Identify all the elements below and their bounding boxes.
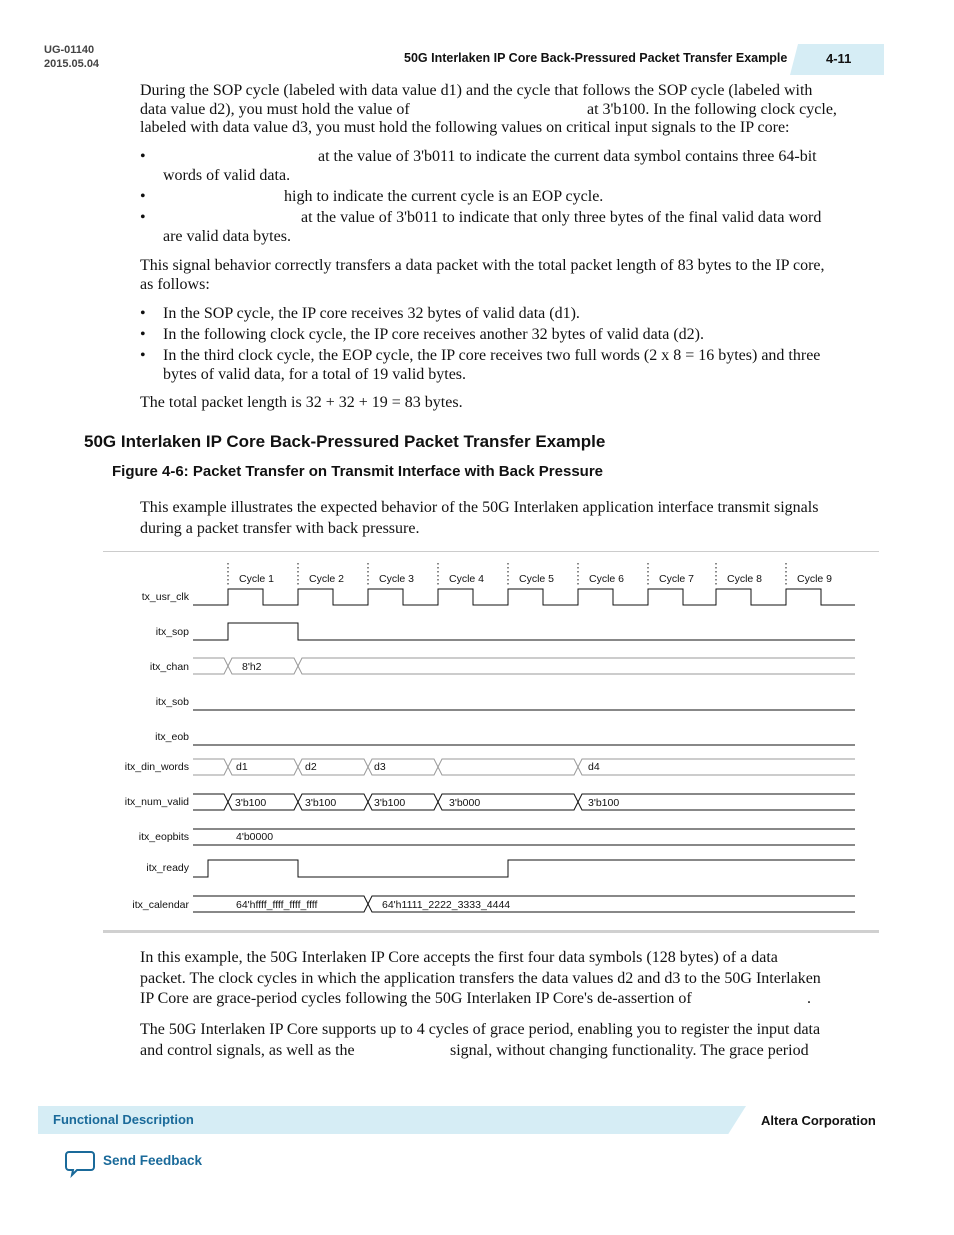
bullet-text: high to indicate the current cycle is an EOP cycle. [284, 188, 604, 205]
bullet: • [140, 305, 146, 322]
num-valid-value: 3'b100 [374, 797, 406, 809]
cycle-label: Cycle 8 [727, 573, 763, 585]
din-words-value: d4 [588, 761, 600, 773]
bullet-text: In the SOP cycle, the IP core receives 32 bytes of valid data (d1). [163, 305, 580, 322]
cycle-label: Cycle 1 [239, 573, 275, 585]
body-text: The total packet length is 32 + 32 + 19 = 83 bytes. [140, 394, 463, 411]
bullet-text: at the value of 3'b011 to indicate the current data symbol contains three 64-bit [318, 148, 817, 165]
footer-company: Altera Corporation [761, 1113, 876, 1128]
num-valid-value: 3'b100 [235, 797, 267, 809]
cycle-label: Cycle 3 [379, 573, 415, 585]
din-words-value: d2 [305, 761, 317, 773]
din-words-wave [193, 759, 855, 767]
bullet-text: In the third clock cycle, the EOP cycle, the IP core receives two full words (2 x 8 = 16 bytes) and three [163, 347, 821, 364]
page-number: 4-11 [826, 51, 852, 66]
signal-label: itx_sop [155, 626, 189, 638]
bullet-text: words of valid data. [163, 167, 291, 184]
bullet-text: In the following clock cycle, the IP core receives another 32 bytes of valid data (d2). [163, 326, 704, 343]
bullet-text: bytes of valid data, for a total of 19 valid bytes. [163, 366, 467, 383]
body-text: during a packet transfer with back pressure. [140, 520, 420, 537]
body-text: The 50G Interlaken IP Core supports up to 4 cycles of grace period, enabling you to register the input data [140, 1021, 821, 1038]
doc-date: 2015.05.04 [44, 58, 100, 70]
body-text: signal, without changing functionality. The grace period [450, 1042, 809, 1059]
signal-label: tx_usr_clk [141, 591, 189, 603]
signal-label: itx_sob [155, 696, 189, 708]
cycle-label: Cycle 4 [449, 573, 485, 585]
eopbits-value: 4'b0000 [236, 831, 274, 843]
signal-label: itx_ready [146, 862, 189, 874]
speech-bubble-icon[interactable] [65, 1150, 97, 1183]
cycle-label: Cycle 2 [309, 573, 345, 585]
section-heading: 50G Interlaken IP Core Back-Pressured Packet Transfer Example [84, 432, 606, 451]
body-text: data value d2), you must hold the value of [140, 101, 410, 118]
din-words-value: d1 [236, 761, 248, 773]
body-text: at 3'b100. In the following clock cycle, [587, 101, 837, 118]
signal-label: itx_chan [149, 661, 189, 673]
num-valid-wave [193, 802, 855, 810]
sop-wave [193, 623, 855, 640]
din-words-wave [193, 767, 855, 775]
clk-wave [193, 589, 855, 605]
num-valid-value: 3'b100 [305, 797, 337, 809]
signal-label: itx_num_valid [124, 796, 189, 808]
send-feedback-link[interactable]: Send Feedback [103, 1153, 203, 1168]
cycle-label: Cycle 7 [659, 573, 695, 585]
bullet: • [140, 148, 146, 165]
bullet-text: at the value of 3'b011 to indicate that only three bytes of the final valid data word [301, 209, 822, 226]
figure-bottom-rule [103, 930, 879, 933]
figure-caption: Figure 4-6: Packet Transfer on Transmit Interface with Back Pressure [112, 463, 604, 480]
bullet: • [140, 326, 146, 343]
body-text: This example illustrates the expected behavior of the 50G Interlaken application interface transmit signals [140, 499, 819, 516]
chan-wave [193, 658, 855, 666]
calendar-value: 64'h1111_2222_3333_4444 [382, 899, 511, 911]
body-text: IP Core are grace-period cycles following the 50G Interlaken IP Core's de-assertion of [140, 990, 692, 1007]
chan-value: 8'h2 [242, 661, 262, 673]
body-text: and control signals, as well as the [140, 1042, 355, 1059]
signal-label: itx_calendar [132, 899, 189, 911]
cycle-label: Cycle 6 [589, 573, 625, 585]
body-text: . [807, 990, 811, 1007]
bullet: • [140, 347, 146, 364]
doc-id-text: UG-01140 [44, 44, 95, 56]
header-title: 50G Interlaken IP Core Back-Pressured Packet Transfer Example [404, 51, 788, 65]
cycle-label: Cycle 5 [519, 573, 555, 585]
bullet-text: are valid data bytes. [163, 228, 291, 245]
num-valid-value: 3'b100 [588, 797, 620, 809]
calendar-value: 64'hffff_ffff_ffff_ffff [236, 899, 318, 911]
body-text: labeled with data value d3, you must hold the following values on critical input signals to the IP core: [140, 119, 790, 136]
cycle-label: Cycle 9 [797, 573, 833, 585]
signal-label: itx_din_words [124, 761, 189, 773]
bullet: • [140, 209, 146, 226]
ready-wave [193, 860, 855, 877]
body-text: In this example, the 50G Interlaken IP Core accepts the first four data symbols (128 bytes) of a data [140, 949, 778, 966]
body-text: packet. The clock cycles in which the application transfers the data values d2 and d3 to the 50G Interlaken [140, 970, 821, 987]
body-text: as follows: [140, 276, 210, 293]
body-text: During the SOP cycle (labeled with data value d1) and the cycle that follows the SOP cycle (labeled with [140, 82, 813, 99]
din-words-value: d3 [374, 761, 386, 773]
signal-label: itx_eob [155, 731, 189, 743]
num-valid-wave [193, 794, 855, 802]
footer-section-link[interactable]: Functional Description [53, 1112, 194, 1127]
bullet: • [140, 188, 146, 205]
chan-wave [193, 666, 855, 674]
signal-label: itx_eopbits [138, 831, 189, 843]
num-valid-value: 3'b000 [449, 797, 481, 809]
body-text: This signal behavior correctly transfers a data packet with the total packet length of 83 bytes to the IP core, [140, 257, 825, 274]
